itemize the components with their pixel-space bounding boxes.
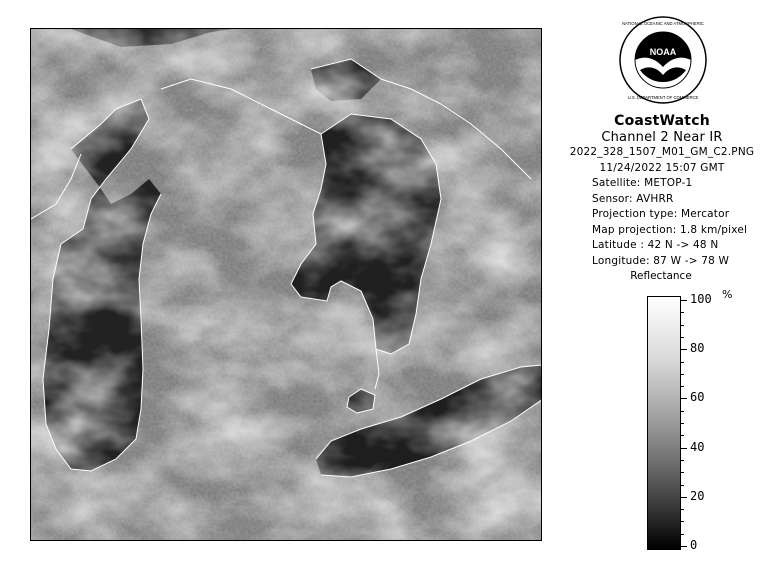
satellite: Satellite: METOP-1 (592, 177, 693, 189)
channel-label: Channel 2 Near IR (601, 130, 723, 145)
svg-text:U.S. DEPARTMENT OF COMMERCE: U.S. DEPARTMENT OF COMMERCE (627, 95, 699, 100)
svg-text:NATIONAL OCEANIC AND ATMOSPHER: NATIONAL OCEANIC AND ATMOSPHERIC (622, 21, 704, 26)
map-projection: Map projection: 1.8 km/pixel (592, 223, 748, 236)
projection-type: Projection type: Mercator (592, 208, 730, 220)
svg-text:NOAA: NOAA (649, 47, 677, 57)
tick-label: 100 (690, 292, 712, 306)
scale-label: Reflectance (630, 270, 692, 282)
latitude: Latitude : 42 N -> 48 N (592, 239, 719, 251)
tick-label: 20 (690, 488, 705, 503)
scale-unit: % (722, 288, 733, 301)
sensor: Sensor: AVHRR (592, 192, 674, 205)
cloud-cover (31, 29, 542, 541)
tick-label: 0 (690, 538, 698, 552)
tick-label: 40 (690, 439, 705, 454)
colorbar (647, 296, 681, 550)
noaa-logo (618, 15, 708, 105)
tick-label: 60 (690, 390, 705, 405)
app-title: CoastWatch (614, 113, 710, 129)
filename: 2022_328_1507_M01_GM_C2.PNG (569, 146, 755, 158)
metadata-panel (562, 112, 762, 269)
tick-label: 80 (690, 341, 705, 356)
longitude: Longitude: 87 W -> 78 W (592, 254, 730, 267)
satellite-map (30, 28, 542, 541)
colorbar-ticks (681, 292, 761, 552)
datetime: 11/24/2022 15:07 GMT (599, 161, 725, 174)
